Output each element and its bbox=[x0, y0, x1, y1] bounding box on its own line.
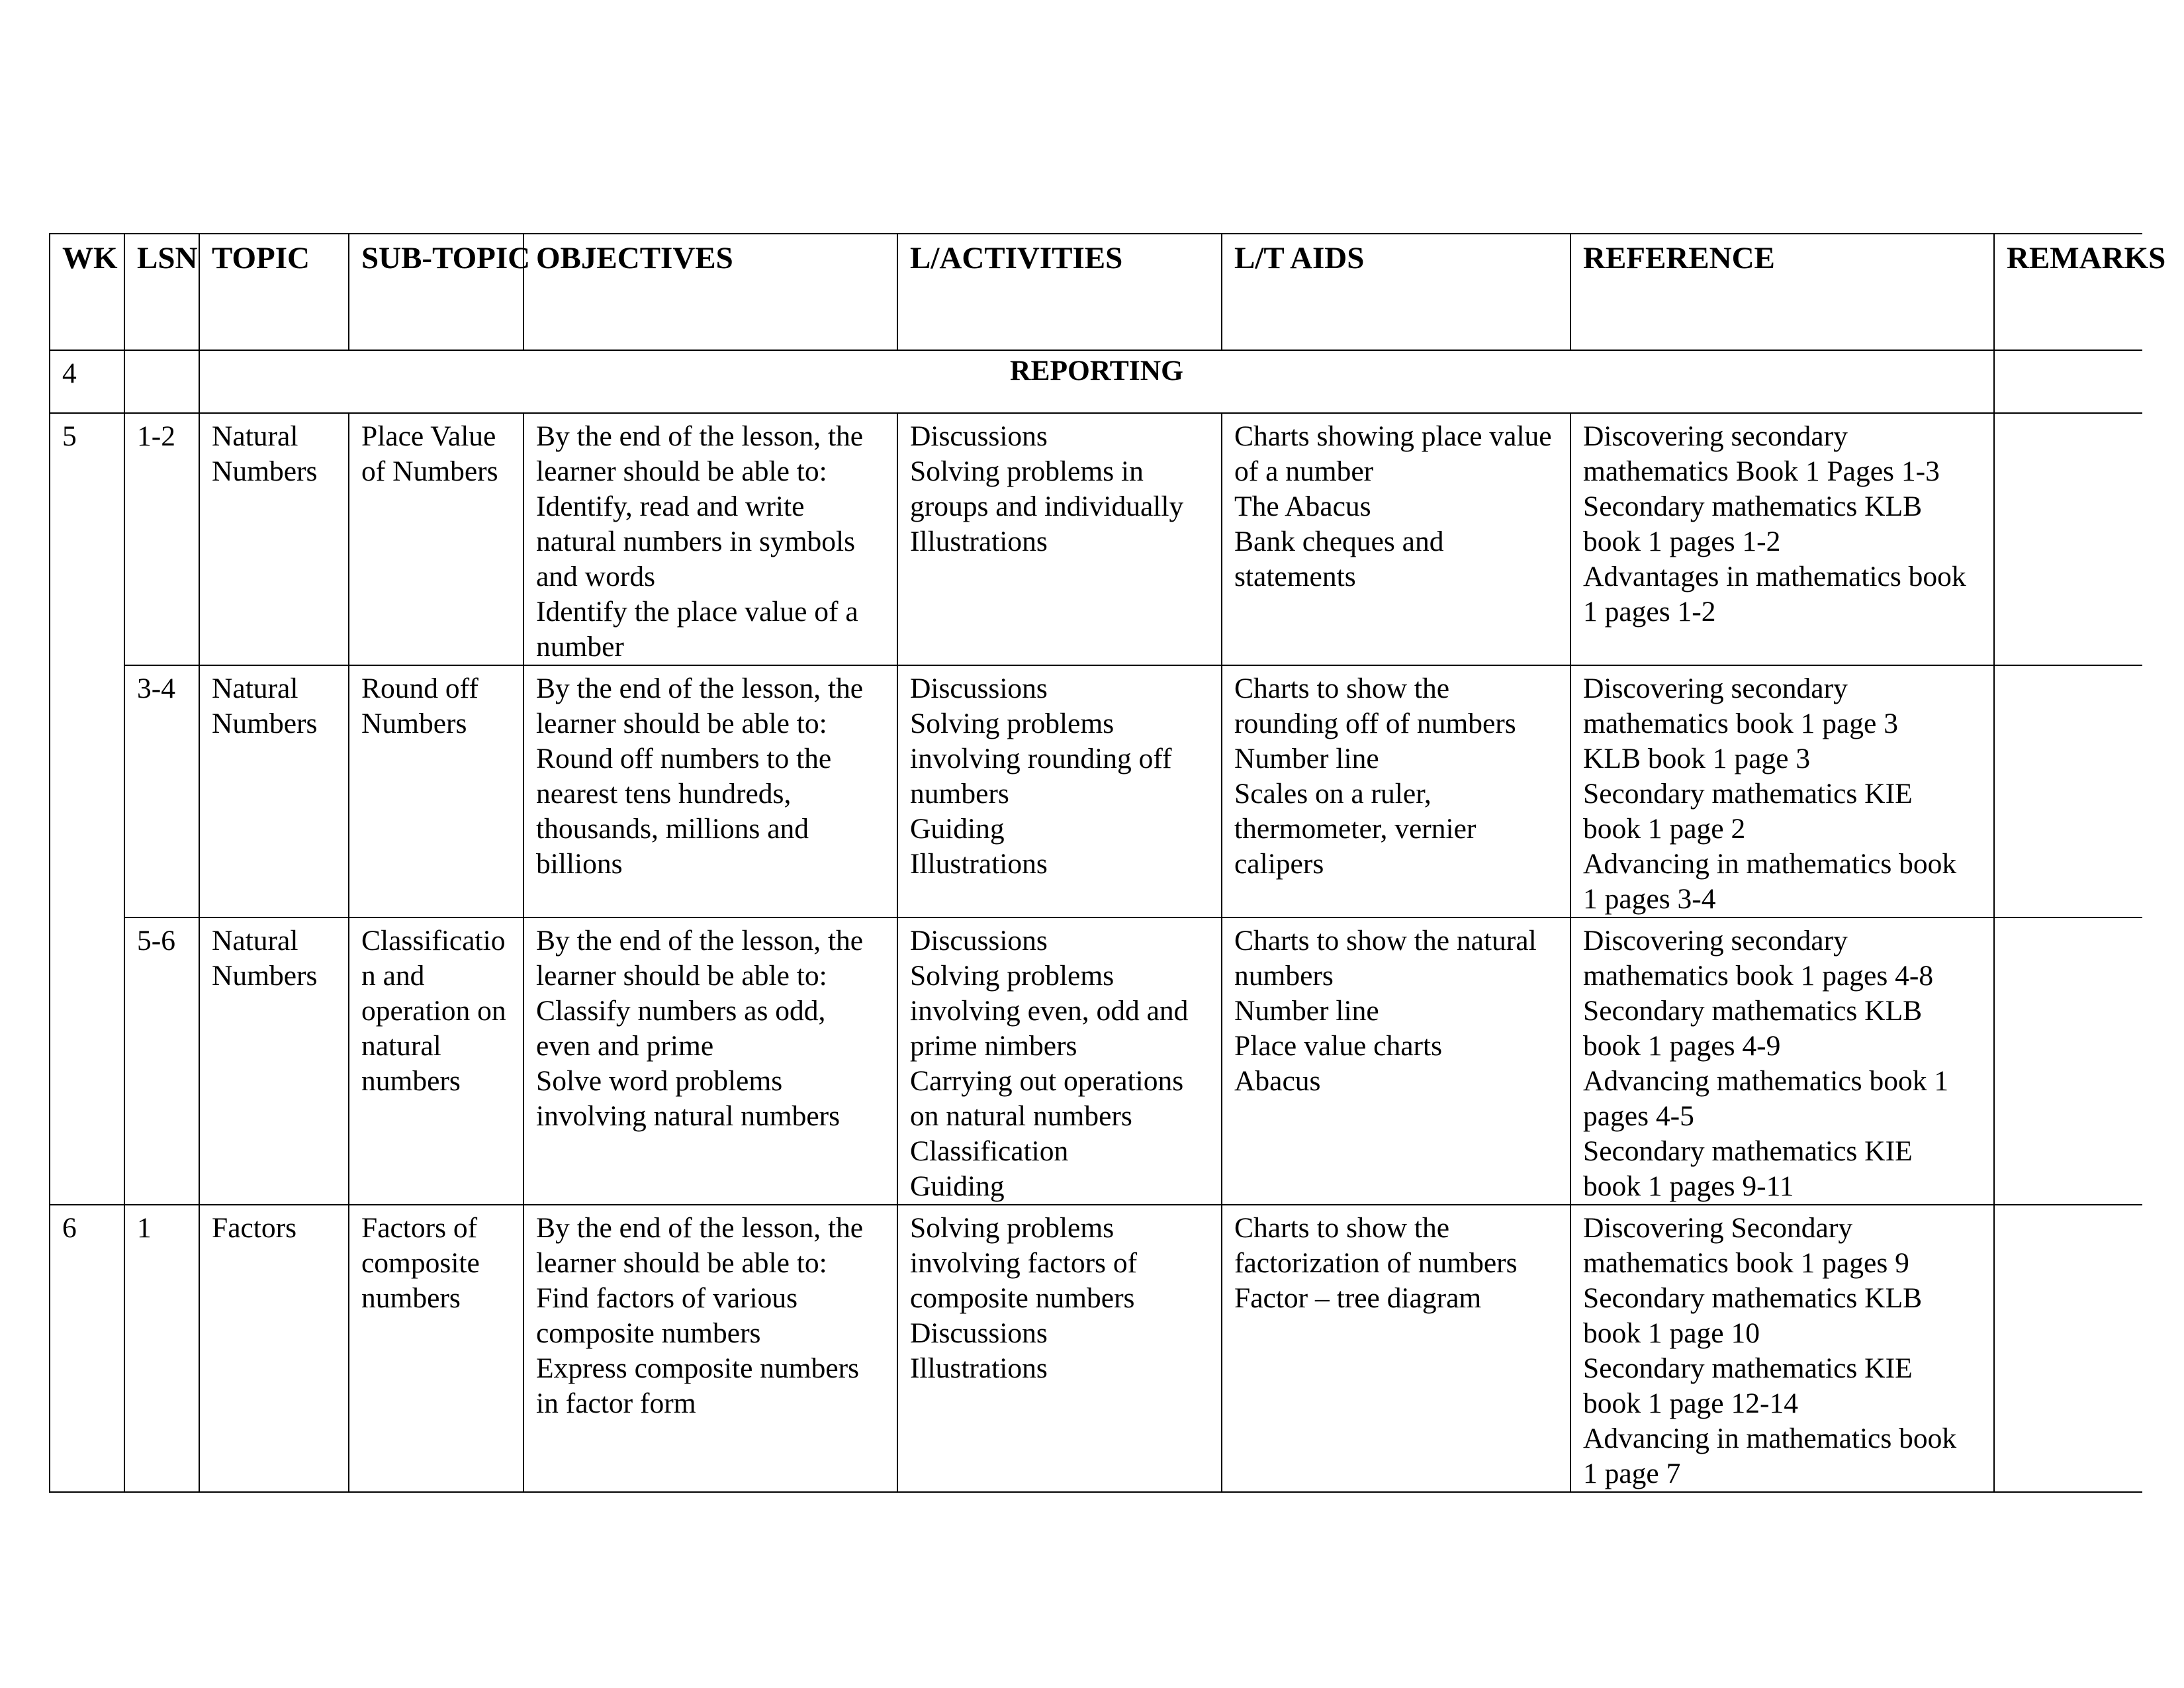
cell-line: Advantages in mathematics book bbox=[1583, 561, 1966, 592]
cell-line: Round off numbers to the bbox=[536, 743, 832, 774]
cell-line: Charts showing place value bbox=[1234, 420, 1552, 452]
cell-subtopic bbox=[349, 413, 523, 665]
header-subtopic: SUB-TOPIC bbox=[349, 234, 523, 350]
reporting-row bbox=[50, 350, 2142, 413]
cell-line: n and bbox=[361, 960, 425, 992]
cell-line: book 1 pages 9-11 bbox=[1583, 1170, 1794, 1202]
cell-subtopic bbox=[349, 665, 523, 917]
cell-line: Place Value bbox=[361, 420, 496, 452]
cell-line: Charts to show the natural bbox=[1234, 925, 1537, 957]
cell-line: By the end of the lesson, the bbox=[536, 673, 864, 704]
cell-line: Abacus bbox=[1234, 1065, 1321, 1097]
cell-line: of Numbers bbox=[361, 455, 498, 487]
cell-topic bbox=[199, 665, 349, 917]
cell-line: composite numbers bbox=[910, 1282, 1135, 1314]
cell-line: even and prime bbox=[536, 1030, 714, 1062]
cell-line: By the end of the lesson, the bbox=[536, 1212, 864, 1244]
cell-line: Solve word problems bbox=[536, 1065, 783, 1097]
cell-line: Solving problems in bbox=[910, 455, 1144, 487]
cell-line: Advancing in mathematics book bbox=[1583, 1423, 1957, 1454]
cell-aids bbox=[1222, 1205, 1570, 1492]
cell-reference bbox=[1570, 917, 1994, 1205]
cell-line: Natural bbox=[212, 925, 298, 957]
cell-line: Natural bbox=[212, 420, 298, 452]
cell-line: statements bbox=[1234, 561, 1356, 592]
cell-line: of a number bbox=[1234, 455, 1374, 487]
cell-line: Discussions bbox=[910, 673, 1048, 704]
cell-aids bbox=[1222, 413, 1570, 665]
cell-line: composite numbers bbox=[536, 1317, 761, 1349]
cell-line: Illustrations bbox=[910, 848, 1048, 880]
cell-line: Secondary mathematics KLB bbox=[1583, 995, 1923, 1027]
cell-objectives bbox=[523, 665, 897, 917]
cell-topic bbox=[199, 1205, 349, 1492]
header-lesson: LSN bbox=[124, 234, 199, 350]
cell-line: and words bbox=[536, 561, 656, 592]
scheme-of-work-sheet bbox=[49, 233, 2166, 1489]
cell-line: pages 4-5 bbox=[1583, 1100, 1694, 1132]
cell-line: Solving problems bbox=[910, 708, 1115, 739]
cell-line: 1 pages 3-4 bbox=[1583, 883, 1716, 915]
cell-line: Number line bbox=[1234, 743, 1379, 774]
reporting-lesson bbox=[124, 350, 199, 413]
cell-line: Natural bbox=[212, 673, 298, 704]
header-objectives: OBJECTIVES bbox=[523, 234, 897, 350]
table-row bbox=[50, 413, 2142, 665]
table-row bbox=[50, 917, 2142, 1205]
cell-line: involving even, odd and bbox=[910, 995, 1189, 1027]
table-header-row bbox=[50, 234, 2142, 350]
cell-line: Classificatio bbox=[361, 925, 506, 957]
cell-line: thermometer, vernier bbox=[1234, 813, 1477, 845]
cell-line: KLB book 1 page 3 bbox=[1583, 743, 1811, 774]
cell-remarks bbox=[1994, 413, 2142, 665]
cell-line: Illustrations bbox=[910, 526, 1048, 557]
cell-remarks bbox=[1994, 917, 2142, 1205]
cell-line: Secondary mathematics KIE bbox=[1583, 1352, 1913, 1384]
cell-line: number bbox=[536, 631, 624, 663]
reporting-week: 4 bbox=[50, 350, 124, 413]
cell-remarks bbox=[1994, 665, 2142, 917]
reporting-label: REPORTING bbox=[199, 350, 1994, 413]
header-week: WK bbox=[50, 234, 124, 350]
header-topic: TOPIC bbox=[199, 234, 349, 350]
cell-line: mathematics Book 1 Pages 1-3 bbox=[1583, 455, 1940, 487]
cell-line: Discovering Secondary bbox=[1583, 1212, 1853, 1244]
cell-line: Numbers bbox=[212, 708, 318, 739]
cell-line: 1 pages 1-2 bbox=[1583, 596, 1716, 628]
cell-activities bbox=[897, 413, 1222, 665]
cell-line: Factors bbox=[212, 1212, 297, 1244]
cell-aids bbox=[1222, 665, 1570, 917]
cell-line: By the end of the lesson, the bbox=[536, 925, 864, 957]
cell-topic bbox=[199, 413, 349, 665]
header-activities: L/ACTIVITIES bbox=[897, 234, 1222, 350]
cell-line: book 1 pages 4-9 bbox=[1583, 1030, 1781, 1062]
cell-subtopic bbox=[349, 1205, 523, 1492]
cell-line: learner should be able to: bbox=[536, 1247, 827, 1279]
cell-line: factorization of numbers bbox=[1234, 1247, 1518, 1279]
cell-line: Advancing in mathematics book bbox=[1583, 848, 1957, 880]
cell-line: Guiding bbox=[910, 813, 1005, 845]
cell-lesson: 5-6 bbox=[124, 917, 199, 1205]
table-row bbox=[50, 1205, 2142, 1492]
cell-line: involving rounding off bbox=[910, 743, 1172, 774]
cell-line: numbers bbox=[910, 778, 1009, 810]
cell-line: Discovering secondary bbox=[1583, 420, 1848, 452]
cell-line: Round off bbox=[361, 673, 478, 704]
cell-objectives bbox=[523, 1205, 897, 1492]
cell-line: Secondary mathematics KIE bbox=[1583, 778, 1913, 810]
cell-reference bbox=[1570, 665, 1994, 917]
cell-activities bbox=[897, 917, 1222, 1205]
cell-line: Identify, read and write bbox=[536, 491, 805, 522]
cell-line: mathematics book 1 pages 4-8 bbox=[1583, 960, 1934, 992]
cell-activities bbox=[897, 1205, 1222, 1492]
cell-line: Discovering secondary bbox=[1583, 673, 1848, 704]
cell-subtopic bbox=[349, 917, 523, 1205]
cell-line: rounding off of numbers bbox=[1234, 708, 1516, 739]
cell-line: Identify the place value of a bbox=[536, 596, 858, 628]
cell-objectives bbox=[523, 413, 897, 665]
cell-line: numbers bbox=[361, 1282, 461, 1314]
cell-line: natural numbers in symbols bbox=[536, 526, 856, 557]
cell-lesson: 1 bbox=[124, 1205, 199, 1492]
cell-line: The Abacus bbox=[1234, 491, 1371, 522]
cell-line: mathematics book 1 pages 9 bbox=[1583, 1247, 1909, 1279]
cell-lesson: 1-2 bbox=[124, 413, 199, 665]
cell-line: nearest tens hundreds, bbox=[536, 778, 792, 810]
cell-line: learner should be able to: bbox=[536, 455, 827, 487]
cell-week: 6 bbox=[50, 1205, 124, 1492]
scheme-of-work-table bbox=[49, 233, 2166, 1493]
cell-line: Solving problems bbox=[910, 1212, 1115, 1244]
cell-line: Numbers bbox=[212, 960, 318, 992]
cell-line: Number line bbox=[1234, 995, 1379, 1027]
cell-line: Charts to show the bbox=[1234, 1212, 1450, 1244]
cell-line: involving factors of bbox=[910, 1247, 1138, 1279]
cell-line: Discovering secondary bbox=[1583, 925, 1848, 957]
cell-line: Illustrations bbox=[910, 1352, 1048, 1384]
cell-line: learner should be able to: bbox=[536, 708, 827, 739]
header-reference: REFERENCE bbox=[1570, 234, 1994, 350]
reporting-remarks bbox=[1994, 350, 2142, 413]
cell-line: Secondary mathematics KLB bbox=[1583, 1282, 1923, 1314]
cell-reference bbox=[1570, 1205, 1994, 1492]
cell-line: in factor form bbox=[536, 1387, 696, 1419]
cell-topic bbox=[199, 917, 349, 1205]
cell-week bbox=[50, 665, 124, 917]
table-row bbox=[50, 665, 2142, 917]
cell-line: billions bbox=[536, 848, 623, 880]
cell-line: prime nimbers bbox=[910, 1030, 1077, 1062]
cell-line: Numbers bbox=[361, 708, 467, 739]
cell-line: book 1 pages 1-2 bbox=[1583, 526, 1781, 557]
cell-line: Carrying out operations bbox=[910, 1065, 1184, 1097]
cell-line: mathematics book 1 page 3 bbox=[1583, 708, 1898, 739]
cell-line: Solving problems bbox=[910, 960, 1115, 992]
cell-line: Classification bbox=[910, 1135, 1069, 1167]
cell-line: book 1 page 12-14 bbox=[1583, 1387, 1798, 1419]
cell-line: numbers bbox=[1234, 960, 1334, 992]
cell-line: learner should be able to: bbox=[536, 960, 827, 992]
cell-line: Charts to show the bbox=[1234, 673, 1450, 704]
cell-line: Find factors of various bbox=[536, 1282, 798, 1314]
cell-line: involving natural numbers bbox=[536, 1100, 841, 1132]
cell-activities bbox=[897, 665, 1222, 917]
cell-line: Secondary mathematics KIE bbox=[1583, 1135, 1913, 1167]
cell-objectives bbox=[523, 917, 897, 1205]
cell-line: on natural numbers bbox=[910, 1100, 1132, 1132]
cell-line: Bank cheques and bbox=[1234, 526, 1444, 557]
cell-line: Discussions bbox=[910, 420, 1048, 452]
cell-line: groups and individually bbox=[910, 491, 1184, 522]
cell-line: book 1 page 10 bbox=[1583, 1317, 1760, 1349]
cell-line: Advancing mathematics book 1 bbox=[1583, 1065, 1949, 1097]
cell-aids bbox=[1222, 917, 1570, 1205]
cell-line: Guiding bbox=[910, 1170, 1005, 1202]
cell-line: Place value charts bbox=[1234, 1030, 1443, 1062]
cell-line: Numbers bbox=[212, 455, 318, 487]
cell-line: Discussions bbox=[910, 1317, 1048, 1349]
cell-line: natural bbox=[361, 1030, 441, 1062]
cell-line: book 1 page 2 bbox=[1583, 813, 1746, 845]
cell-line: composite bbox=[361, 1247, 480, 1279]
cell-line: Secondary mathematics KLB bbox=[1583, 491, 1923, 522]
cell-week: 5 bbox=[50, 413, 124, 665]
cell-remarks bbox=[1994, 1205, 2142, 1492]
cell-line: Classify numbers as odd, bbox=[536, 995, 826, 1027]
cell-line: Factors of bbox=[361, 1212, 478, 1244]
header-aids: L/T AIDS bbox=[1222, 234, 1570, 350]
cell-line: Scales on a ruler, bbox=[1234, 778, 1432, 810]
cell-reference bbox=[1570, 413, 1994, 665]
cell-lesson: 3-4 bbox=[124, 665, 199, 917]
cell-line: By the end of the lesson, the bbox=[536, 420, 864, 452]
cell-week bbox=[50, 917, 124, 1205]
header-remarks: REMARKS bbox=[1994, 234, 2142, 350]
cell-line: calipers bbox=[1234, 848, 1324, 880]
cell-line: thousands, millions and bbox=[536, 813, 809, 845]
cell-line: operation on bbox=[361, 995, 506, 1027]
cell-line: Factor – tree diagram bbox=[1234, 1282, 1482, 1314]
cell-line: numbers bbox=[361, 1065, 461, 1097]
cell-line: 1 page 7 bbox=[1583, 1458, 1681, 1489]
cell-line: Discussions bbox=[910, 925, 1048, 957]
cell-line: Express composite numbers bbox=[536, 1352, 860, 1384]
